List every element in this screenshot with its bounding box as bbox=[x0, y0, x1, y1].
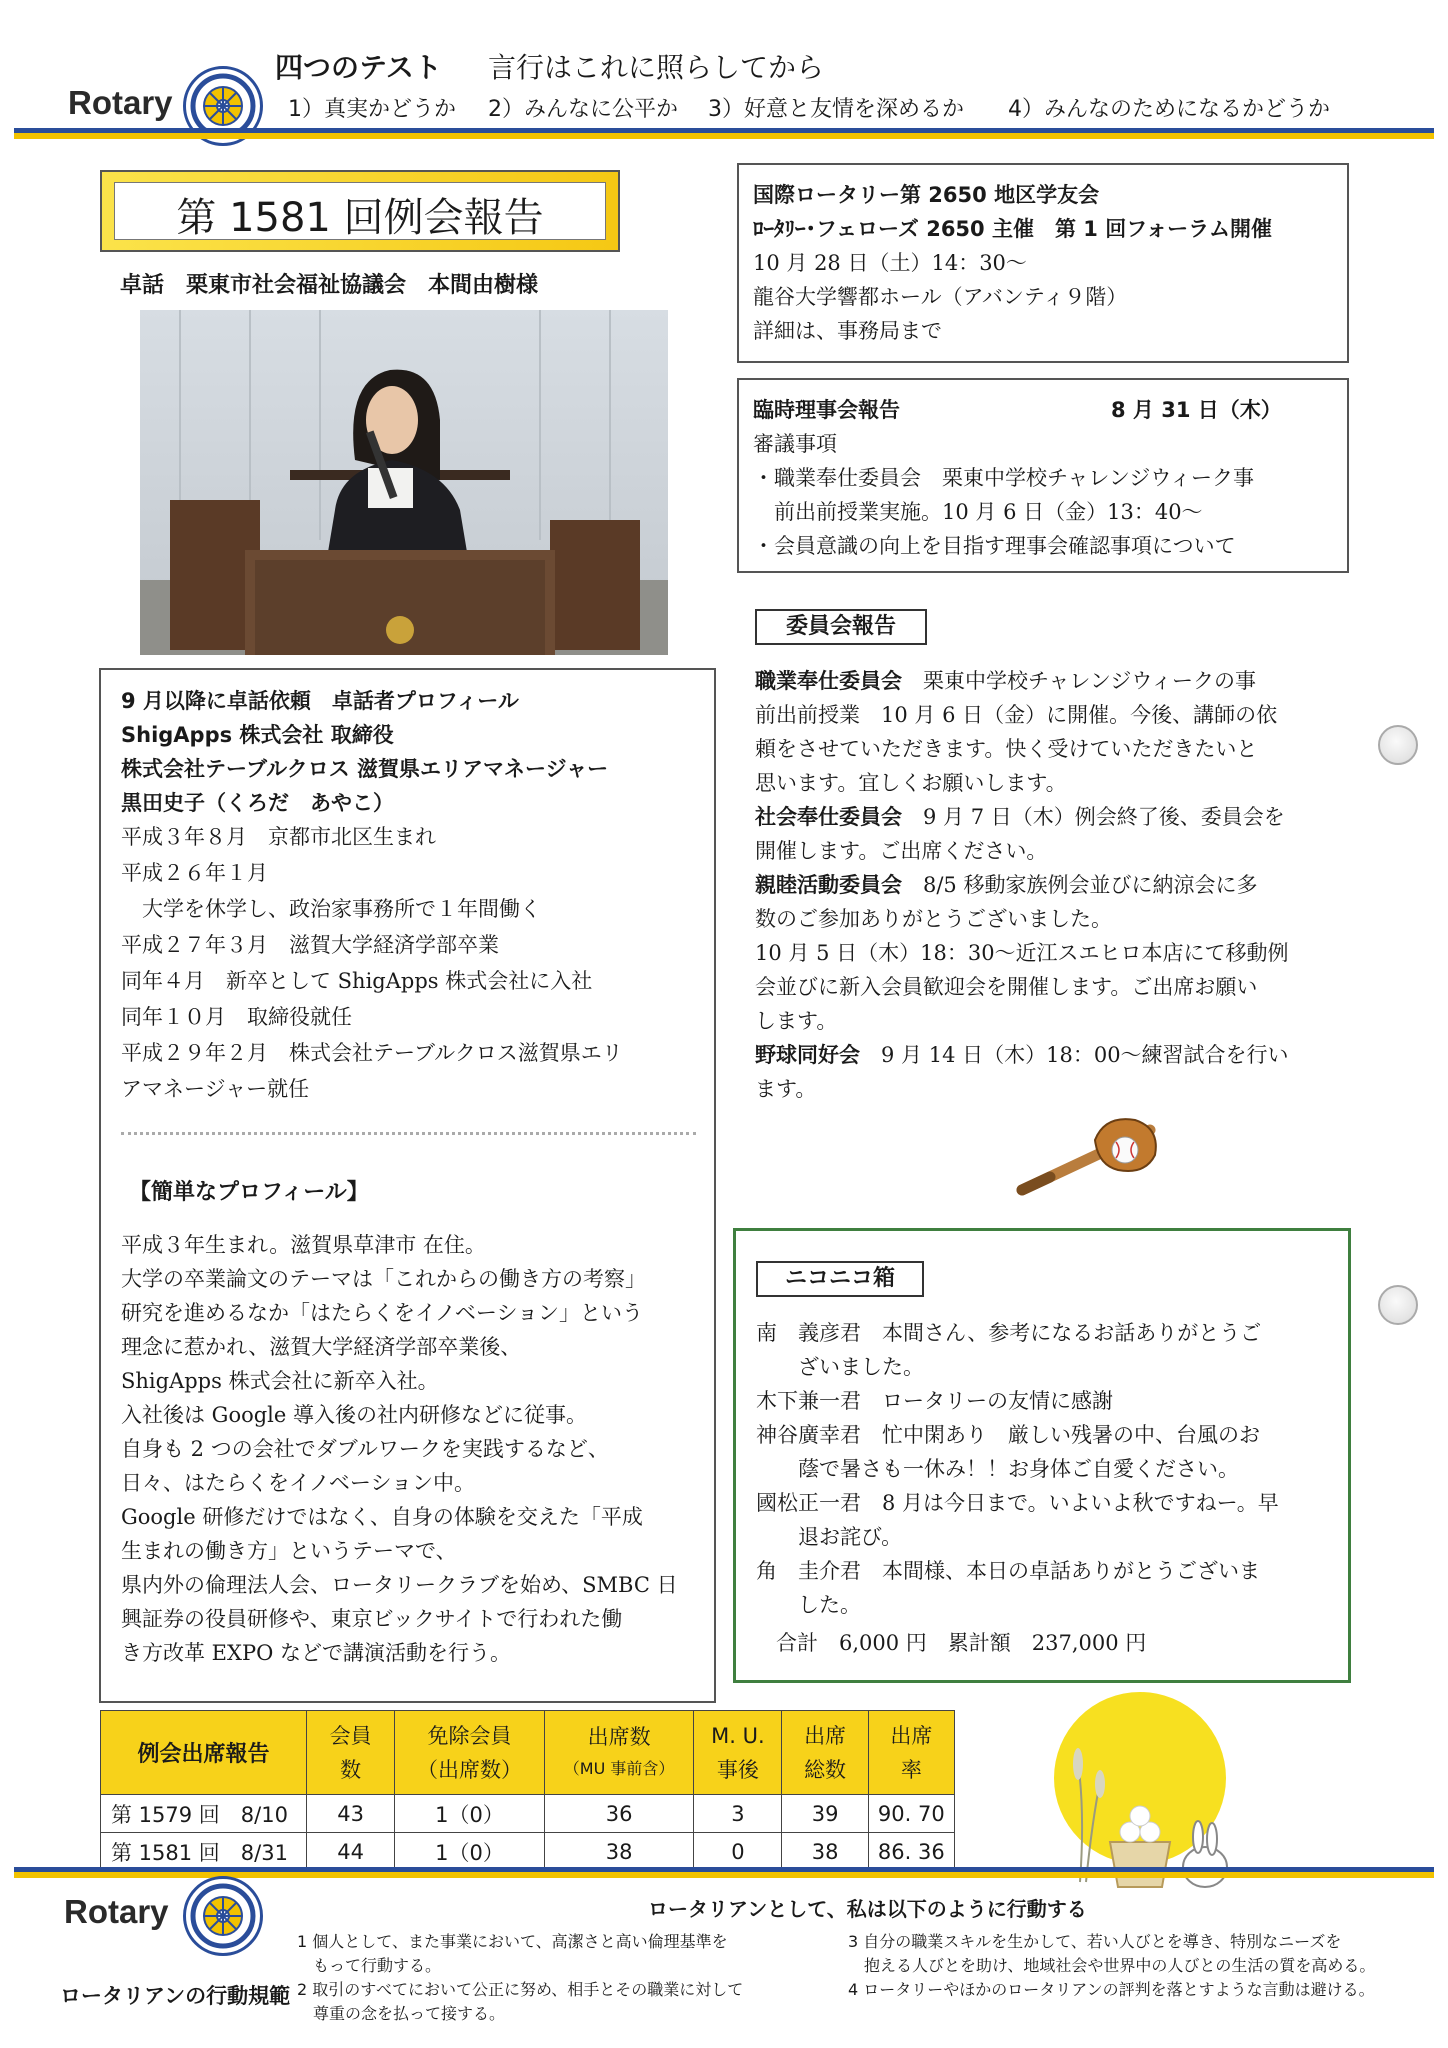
committee-name: 野球同好会 bbox=[755, 1043, 860, 1067]
four-way-test-3: 3）好意と友情を深めるか bbox=[708, 97, 964, 122]
four-way-test-subtitle: 言行はこれに照らしてから bbox=[488, 51, 825, 84]
header-stripe bbox=[14, 128, 1434, 139]
simple-profile-title: 【簡単なプロフィール】 bbox=[129, 1180, 369, 1205]
simple-line: ShigApps 株式会社に新卒入社。 bbox=[121, 1369, 439, 1393]
nikoniko-line: 木下兼一君 ロータリーの友情に感謝 bbox=[756, 1389, 1113, 1413]
history-line: 平成２６年１月 bbox=[121, 861, 268, 885]
committee-text: します。 bbox=[755, 1009, 838, 1033]
moon-viewing-illustration bbox=[1040, 1692, 1240, 1892]
baseball-illustration bbox=[1010, 1110, 1180, 1200]
attendance-cell: 86. 36 bbox=[868, 1833, 954, 1871]
rotary-wordmark: Rotary bbox=[68, 84, 173, 121]
attendance-cell: 3 bbox=[694, 1795, 782, 1833]
attendance-title: 例会出席報告 bbox=[101, 1711, 307, 1795]
code-item: 尊重の念を払って接する。 bbox=[297, 2004, 506, 2023]
committee-text: 8/5 移動家族例会並びに納涼会に多 bbox=[902, 873, 1258, 897]
nikoniko-line: 南 義彦君 本間さん、参考になるお話ありがとうご bbox=[756, 1321, 1262, 1345]
attendance-cell: 39 bbox=[782, 1795, 868, 1833]
attendance-cell: 0 bbox=[694, 1833, 782, 1871]
committee-name: 親睦活動委員会 bbox=[755, 873, 902, 897]
binder-hole bbox=[1378, 725, 1418, 765]
code-item: もって行動する。 bbox=[297, 1956, 442, 1975]
board-line-2: ・職業奉仕委員会 栗東中学校チャレンジウィーク事 bbox=[753, 466, 1255, 490]
committee-text: 思います。宜しくお願いします。 bbox=[755, 771, 1067, 795]
footer-rotary-wheel-logo bbox=[183, 1876, 263, 1956]
attendance-cell: 第 1581 回 8/31 bbox=[101, 1833, 307, 1871]
attendance-header: 出席 率 bbox=[868, 1711, 954, 1795]
committee-text: 前出前授業 10 月 6 日（金）に開催。今後、講師の依 bbox=[755, 703, 1278, 727]
simple-line: Google 研修だけではなく、自身の体験を交えた「平成 bbox=[121, 1505, 643, 1529]
code-items-right bbox=[848, 1930, 1438, 2002]
committee-text: 数のご参加ありがとうございました。 bbox=[755, 907, 1112, 931]
attendance-cell: 1（0） bbox=[395, 1833, 545, 1871]
attendance-cell: 90. 70 bbox=[868, 1795, 954, 1833]
profile-divider bbox=[121, 1132, 696, 1135]
forum-line-5: 詳細は、事務局まで bbox=[753, 319, 942, 343]
nikoniko-line: ざいました。 bbox=[756, 1355, 924, 1379]
attendance-header: 会員 数 bbox=[307, 1711, 395, 1795]
four-way-test-1: 1）真実かどうか bbox=[288, 97, 456, 122]
simple-line: 理念に惹かれ、滋賀大学経済学部卒業後、 bbox=[121, 1335, 522, 1359]
binder-hole bbox=[1378, 1285, 1418, 1325]
history-line: アマネージャー就任 bbox=[121, 1077, 310, 1101]
nikoniko-label: ニコニコ箱 bbox=[756, 1261, 924, 1297]
simple-line: 日々、はたらくをイノベーション中。 bbox=[121, 1471, 476, 1495]
attendance-cell: 1（0） bbox=[395, 1795, 545, 1833]
attendance-cell: 43 bbox=[307, 1795, 395, 1833]
nikoniko-line: 蔭で暑さも一休み！！お身体ご自愛ください。 bbox=[756, 1457, 1239, 1481]
simple-line: 平成３年生まれ。滋賀県草津市 在住。 bbox=[121, 1233, 486, 1257]
attendance-row bbox=[101, 1833, 955, 1871]
profile-bold-line: 株式会社テーブルクロス 滋賀県エリアマネージャー bbox=[121, 757, 609, 781]
forum-line-4: 龍谷大学響都ホール（アバンティ９階） bbox=[753, 285, 1128, 309]
committee-text: 9 月 7 日（木）例会終了後、委員会を bbox=[902, 805, 1285, 829]
attendance-header: 免除会員 （出席数） bbox=[395, 1711, 545, 1795]
attendance-header: 出席 総数 bbox=[782, 1711, 868, 1795]
nikoniko-line: 角 圭介君 本間様、本日の卓話ありがとうございま bbox=[756, 1559, 1260, 1583]
report-title-banner bbox=[100, 170, 620, 252]
speaker-profile-box bbox=[99, 668, 716, 1703]
board-line-4: ・会員意識の向上を目指す理事会確認事項について bbox=[753, 534, 1236, 558]
forum-line-3: 10 月 28 日（土）14：30～ bbox=[753, 251, 1027, 275]
committee-text: 会並びに新入会員歓迎会を開催します。ご出席お願い bbox=[755, 975, 1258, 999]
four-way-test-4: 4）みんなのためになるかどうか bbox=[1008, 97, 1330, 122]
nikoniko-box bbox=[733, 1228, 1351, 1683]
code-item: 4 ロータリーやほかのロータリアンの評判を落とすような言動は避ける。 bbox=[848, 1980, 1375, 1999]
attendance-table bbox=[100, 1710, 955, 1871]
history-line: 大学を休学し、政治家事務所で１年間働く bbox=[121, 897, 541, 921]
history-line: 平成３年８月 京都市北区生まれ bbox=[121, 825, 436, 849]
history-line: 平成２７年３月 滋賀大学経済学部卒業 bbox=[121, 933, 499, 957]
board-report-title: 臨時理事会報告 bbox=[753, 398, 900, 422]
code-item: 1 個人として、また事業において、高潔さと高い倫理基準を bbox=[297, 1932, 728, 1951]
simple-line: 研究を進めるなか「はたらくをイノベーション」という bbox=[121, 1301, 644, 1325]
attendance-cell: 44 bbox=[307, 1833, 395, 1871]
forum-notice-box bbox=[737, 163, 1349, 363]
committee-text: 栗東中学校チャレンジウィークの事 bbox=[902, 669, 1257, 693]
profile-bold-line: ShigApps 株式会社 取締役 bbox=[121, 723, 394, 747]
committee-text: 9 月 14 日（木）18：00～練習試合を行い bbox=[860, 1043, 1289, 1067]
profile-bold-line: 9 月以降に卓話依頼 卓話者プロフィール bbox=[121, 689, 519, 713]
simple-line: 入社後は Google 導入後の社内研修などに従事。 bbox=[121, 1403, 587, 1427]
simple-line: 大学の卒業論文のテーマは「これからの働き方の考察」 bbox=[121, 1267, 646, 1291]
simple-line: 県内外の倫理法人会、ロータリークラブを始め、SMBC 日 bbox=[121, 1573, 678, 1597]
committee-text: 開催します。ご出席ください。 bbox=[755, 839, 1048, 863]
code-item: 2 取引のすべてにおいて公正に努め、相手とその職業に対して bbox=[297, 1980, 744, 1999]
attendance-row bbox=[101, 1795, 955, 1833]
nikoniko-total: 合計 6,000 円 累計額 237,000 円 bbox=[776, 1631, 1147, 1655]
code-item: 3 自分の職業スキルを生かして、若い人びとを導き、特別なニーズを bbox=[848, 1932, 1342, 1951]
forum-line-2: ﾛｰﾀﾘｰ･フェローズ 2650 主催 第 1 回フォーラム開催 bbox=[753, 217, 1272, 241]
simple-line: 生まれの働き方」というテーマで、 bbox=[121, 1539, 457, 1563]
code-of-conduct-heading: ロータリアンとして、私は以下のように行動する bbox=[648, 1897, 1087, 1921]
nikoniko-line: 國松正一君 8 月は今日まで。いよいよ秋ですねー。早 bbox=[756, 1491, 1279, 1515]
board-report-date: 8 月 31 日（木） bbox=[1111, 398, 1282, 422]
report-title: 第 1581 回例会報告 bbox=[176, 195, 544, 241]
attendance-header: M. U. 事後 bbox=[694, 1711, 782, 1795]
four-way-test-title: 四つのテスト bbox=[275, 51, 442, 84]
speech-line: 卓話 栗東市社会福祉協議会 本間由樹様 bbox=[120, 273, 539, 298]
committee-report-label: 委員会報告 bbox=[755, 609, 927, 645]
board-line-3: 前出前授業実施。10 月 6 日（金）13：40～ bbox=[753, 500, 1203, 524]
committee-report-body bbox=[755, 664, 1345, 1124]
code-of-conduct-title: ロータリアンの行動規範 bbox=[60, 1984, 291, 2008]
history-line: 同年１０月 取締役就任 bbox=[121, 1005, 352, 1029]
history-line: 平成２９年２月 株式会社テーブルクロス滋賀県エリ bbox=[121, 1041, 623, 1065]
attendance-cell: 38 bbox=[544, 1833, 694, 1871]
history-line: 同年４月 新卒として ShigApps 株式会社に入社 bbox=[121, 969, 593, 993]
attendance-cell: 38 bbox=[782, 1833, 868, 1871]
forum-line-1: 国際ロータリー第 2650 地区学友会 bbox=[753, 183, 1100, 207]
nikoniko-line: した。 bbox=[756, 1593, 861, 1617]
committee-name: 職業奉仕委員会 bbox=[755, 669, 902, 693]
attendance-cell: 36 bbox=[544, 1795, 694, 1833]
footer-rotary-wordmark: Rotary bbox=[64, 1893, 169, 1930]
nikoniko-line: 神谷廣幸君 忙中閑あり 厳しい残暑の中、台風のお bbox=[756, 1423, 1260, 1447]
board-line-1: 審議事項 bbox=[753, 432, 837, 456]
simple-line: き方改革 EXPO などで講演活動を行う。 bbox=[121, 1641, 511, 1665]
code-item: 抱える人びとを助け、地域社会や世界中の人びとの生活の質を高める。 bbox=[848, 1956, 1376, 1975]
code-items-left bbox=[297, 1930, 743, 2026]
committee-text: 10 月 5 日（木）18：30～近江スエヒロ本店にて移動例 bbox=[755, 941, 1289, 965]
simple-line: 自身も 2 つの会社でダブルワークを実践するなど、 bbox=[121, 1437, 609, 1461]
four-way-test-2: 2）みんなに公平か bbox=[488, 97, 678, 122]
simple-line: 興証券の役員研修や、東京ビックサイトで行われた働 bbox=[121, 1607, 623, 1631]
committee-name: 社会奉仕委員会 bbox=[755, 805, 902, 829]
attendance-header: 出席数 （MU 事前含） bbox=[544, 1711, 694, 1795]
profile-name: 黒田史子（くろだ あやこ） bbox=[121, 791, 394, 815]
board-report-box bbox=[737, 378, 1349, 573]
committee-text: ます。 bbox=[755, 1077, 817, 1101]
attendance-cell: 第 1579 回 8/10 bbox=[101, 1795, 307, 1833]
speaker-photo bbox=[140, 310, 668, 655]
nikoniko-line: 退お詫び。 bbox=[756, 1525, 903, 1549]
committee-text: 頼をさせていただきます。快く受けていただきたいと bbox=[755, 737, 1258, 761]
